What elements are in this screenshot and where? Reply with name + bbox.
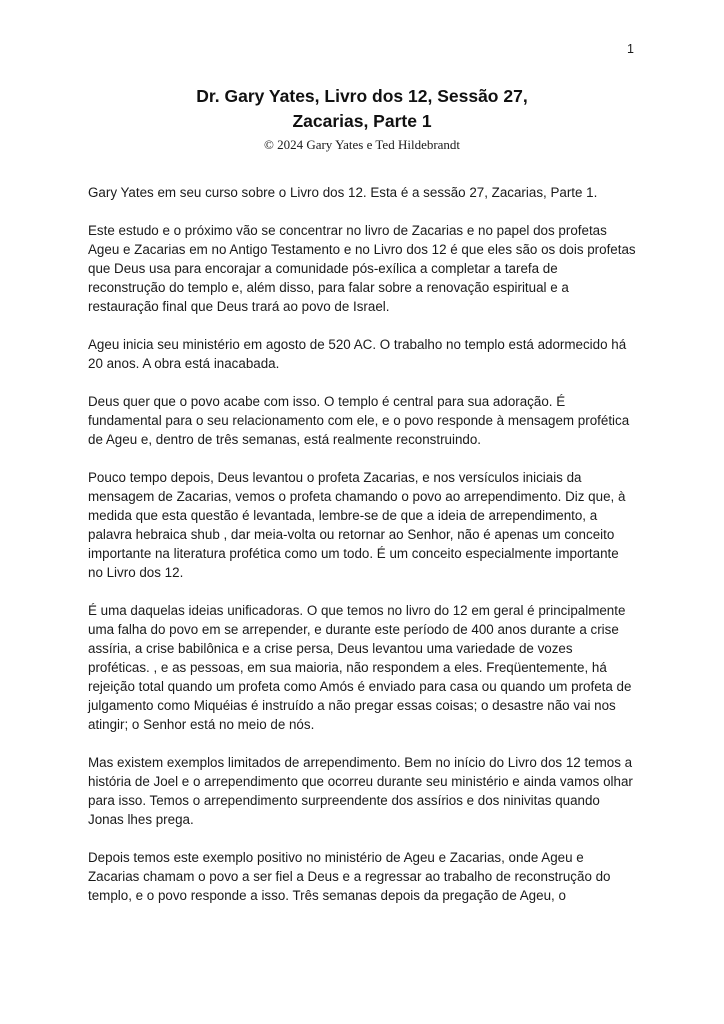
paragraph: Deus quer que o povo acabe com isso. O templo é central para sua adoração. É fundamental para o seu relacionamento com ele, e o povo responde à mensagem profética de Ageu e, dentro de três semanas, está realmente reconstruindo. <box>88 394 630 447</box>
paragraph: Gary Yates em seu curso sobre o Livro dos 12. Esta é a sessão 27, Zacarias, Parte 1. <box>88 185 598 200</box>
paragraph: Ageu inicia seu ministério em agosto de 520 AC. O trabalho no templo está adormecido há 20 anos. A obra está inacabada. <box>88 337 627 371</box>
paragraph: Este estudo e o próximo vão se concentrar no livro de Zacarias e no papel dos profetas Ageu e Zacarias em no Antigo Testamento e no Livro dos 12 é que eles são os dois profetas que Deus usa para encorajar a comunidade pós-exílica a completar a tarefa de reconstrução do templo e, além disso, para falar sobre a renovação espiritual e a restauração final que Deus trará ao povo de Israel. <box>88 223 636 314</box>
page-number: 1 <box>627 42 634 56</box>
document-title-line1: Dr. Gary Yates, Livro dos 12, Sessão 27, <box>196 86 528 106</box>
paragraph: Depois temos este exemplo positivo no ministério de Ageu e Zacarias, onde Ageu e Zacarias chamam o povo a ser fiel a Deus e a regressar ao trabalho de reconstrução do templo, e o povo responde a isso. Três semanas depois da pregação de Ageu, o <box>88 850 611 903</box>
document-title <box>88 84 636 134</box>
document-body <box>88 183 636 905</box>
copyright-line: © 2024 Gary Yates e Ted Hildebrandt <box>263 137 461 152</box>
paragraph: É uma daquelas ideias unificadoras. O que temos no livro do 12 em geral é principalmente uma falha do povo em se arrepender, e durante este período de 400 anos durante a crise assíria, a crise babilônica e a crise persa, Deus levantou uma variedade de vozes proféticas. , e as pessoas, em sua maioria, não respondem a eles. Freqüentemente, há rejeição total quando um profeta como Amós é enviado para casa ou quando um profeta de julgamento como Miquéias é instruído a não pregar essas coisas; o desastre não vai nos atingir; o Senhor está no meio de nós. <box>88 603 632 732</box>
paragraph: Pouco tempo depois, Deus levantou o profeta Zacarias, e nos versículos iniciais da mensagem de Zacarias, vemos o profeta chamando o povo ao arrependimento. Diz que, à medida que esta questão é levantada, lembre-se de que a ideia de arrependimento, a palavra hebraica shub , dar meia-volta ou retornar ao Senhor, não é apenas um conceito importante na literatura profética como um todo. É um conceito especialmente importante no Livro dos 12. <box>88 470 626 580</box>
document-title-line2: Zacarias, Parte 1 <box>292 111 432 131</box>
paragraph: Mas existem exemplos limitados de arrependimento. Bem no início do Livro dos 12 temos a história de Joel e o arrependimento que ocorreu durante seu ministério e ainda vamos olhar para isso. Temos o arrependimento surpreendente dos assírios e dos ninivitas quando Jonas lhes prega. <box>88 755 633 827</box>
